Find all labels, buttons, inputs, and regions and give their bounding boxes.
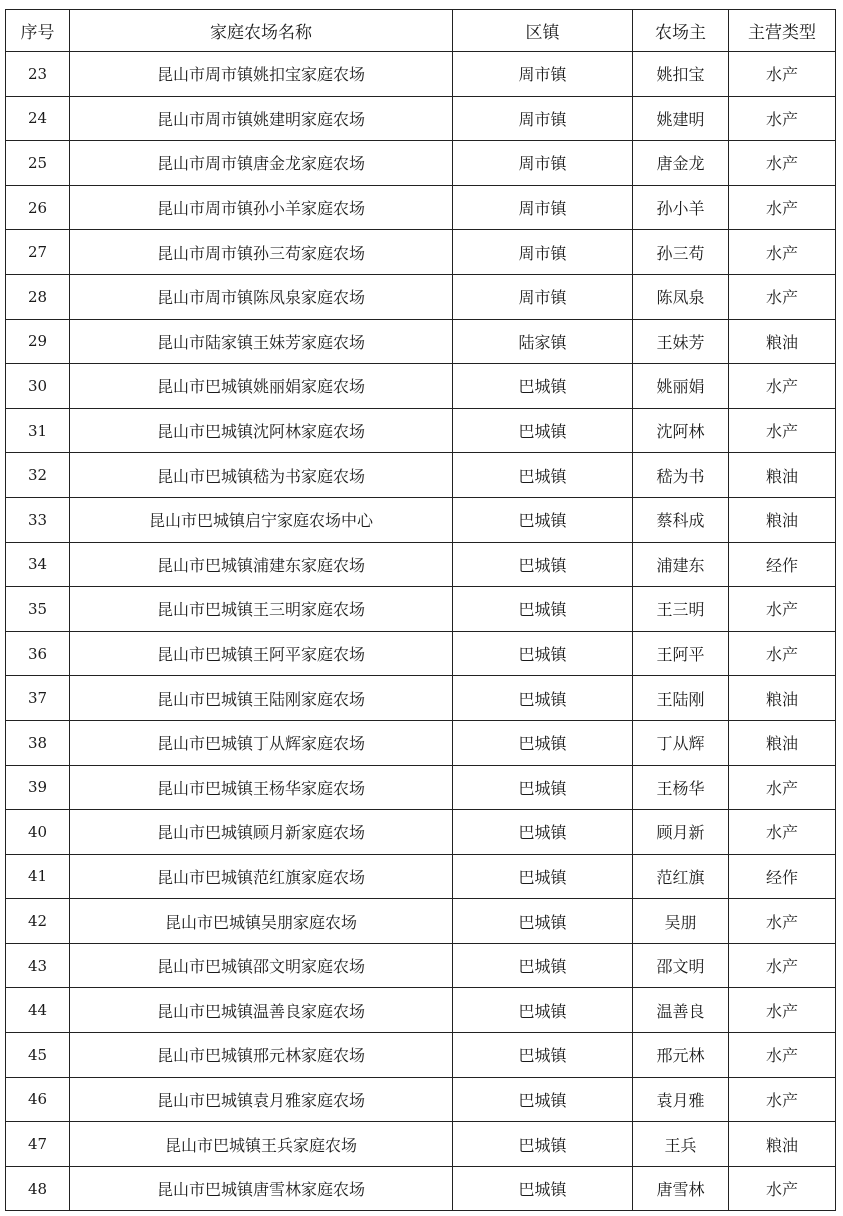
cell-farm-name: 昆山市巴城镇王三明家庭农场 bbox=[70, 587, 453, 632]
table-row bbox=[6, 810, 836, 855]
table-row bbox=[6, 1166, 836, 1211]
cell-index: 36 bbox=[6, 631, 70, 676]
cell-owner: 邢元林 bbox=[633, 1033, 729, 1078]
cell-index: 30 bbox=[6, 364, 70, 409]
table-row bbox=[6, 1122, 836, 1167]
cell-index: 38 bbox=[6, 720, 70, 765]
cell-index: 26 bbox=[6, 185, 70, 230]
cell-business-type: 水产 bbox=[729, 274, 836, 319]
cell-index: 40 bbox=[6, 810, 70, 855]
cell-farm-name: 昆山市周市镇姚扣宝家庭农场 bbox=[70, 52, 453, 97]
cell-owner: 蔡科成 bbox=[633, 497, 729, 542]
cell-owner: 王兵 bbox=[633, 1122, 729, 1167]
table-row bbox=[6, 497, 836, 542]
cell-town: 巴城镇 bbox=[453, 631, 633, 676]
cell-farm-name: 昆山市巴城镇王阿平家庭农场 bbox=[70, 631, 453, 676]
table-row bbox=[6, 676, 836, 721]
cell-business-type: 水产 bbox=[729, 1166, 836, 1211]
cell-farm-name: 昆山市周市镇唐金龙家庭农场 bbox=[70, 141, 453, 186]
cell-town: 巴城镇 bbox=[453, 408, 633, 453]
cell-town: 巴城镇 bbox=[453, 765, 633, 810]
cell-owner: 浦建东 bbox=[633, 542, 729, 587]
cell-owner: 姚建明 bbox=[633, 96, 729, 141]
cell-town: 巴城镇 bbox=[453, 988, 633, 1033]
cell-town: 巴城镇 bbox=[453, 810, 633, 855]
cell-farm-name: 昆山市周市镇陈凤泉家庭农场 bbox=[70, 274, 453, 319]
cell-business-type: 水产 bbox=[729, 1033, 836, 1078]
cell-business-type: 粮油 bbox=[729, 453, 836, 498]
cell-business-type: 水产 bbox=[729, 943, 836, 988]
cell-index: 34 bbox=[6, 542, 70, 587]
cell-town: 巴城镇 bbox=[453, 676, 633, 721]
cell-farm-name: 昆山市巴城镇浦建东家庭农场 bbox=[70, 542, 453, 587]
cell-town: 巴城镇 bbox=[453, 542, 633, 587]
cell-business-type: 粮油 bbox=[729, 676, 836, 721]
cell-index: 27 bbox=[6, 230, 70, 275]
cell-farm-name: 昆山市周市镇姚建明家庭农场 bbox=[70, 96, 453, 141]
cell-owner: 沈阿林 bbox=[633, 408, 729, 453]
table-row bbox=[6, 453, 836, 498]
cell-index: 42 bbox=[6, 899, 70, 944]
cell-town: 巴城镇 bbox=[453, 854, 633, 899]
table-row bbox=[6, 587, 836, 632]
cell-town: 巴城镇 bbox=[453, 943, 633, 988]
table-row bbox=[6, 943, 836, 988]
cell-business-type: 水产 bbox=[729, 631, 836, 676]
table-row bbox=[6, 542, 836, 587]
cell-farm-name: 昆山市巴城镇范红旗家庭农场 bbox=[70, 854, 453, 899]
cell-town: 周市镇 bbox=[453, 274, 633, 319]
cell-business-type: 水产 bbox=[729, 408, 836, 453]
cell-index: 48 bbox=[6, 1166, 70, 1211]
family-farm-table bbox=[5, 9, 836, 1211]
header-farm-name: 家庭农场名称 bbox=[70, 10, 453, 52]
cell-owner: 姚扣宝 bbox=[633, 52, 729, 97]
cell-owner: 王陆刚 bbox=[633, 676, 729, 721]
cell-owner: 唐金龙 bbox=[633, 141, 729, 186]
table-row bbox=[6, 631, 836, 676]
cell-business-type: 水产 bbox=[729, 96, 836, 141]
cell-farm-name: 昆山市周市镇孙三苟家庭农场 bbox=[70, 230, 453, 275]
cell-business-type: 水产 bbox=[729, 765, 836, 810]
table-row bbox=[6, 141, 836, 186]
cell-index: 44 bbox=[6, 988, 70, 1033]
cell-town: 巴城镇 bbox=[453, 720, 633, 765]
cell-farm-name: 昆山市巴城镇王陆刚家庭农场 bbox=[70, 676, 453, 721]
cell-business-type: 水产 bbox=[729, 52, 836, 97]
cell-business-type: 粮油 bbox=[729, 1122, 836, 1167]
cell-index: 41 bbox=[6, 854, 70, 899]
cell-farm-name: 昆山市巴城镇顾月新家庭农场 bbox=[70, 810, 453, 855]
table-row bbox=[6, 720, 836, 765]
cell-owner: 范红旗 bbox=[633, 854, 729, 899]
cell-farm-name: 昆山市巴城镇邵文明家庭农场 bbox=[70, 943, 453, 988]
header-business-type: 主营类型 bbox=[729, 10, 836, 52]
cell-business-type: 水产 bbox=[729, 810, 836, 855]
header-row bbox=[6, 10, 836, 52]
cell-owner: 顾月新 bbox=[633, 810, 729, 855]
header-town: 区镇 bbox=[453, 10, 633, 52]
cell-owner: 丁从辉 bbox=[633, 720, 729, 765]
cell-business-type: 水产 bbox=[729, 185, 836, 230]
table-row bbox=[6, 230, 836, 275]
cell-farm-name: 昆山市巴城镇吴朋家庭农场 bbox=[70, 899, 453, 944]
cell-town: 巴城镇 bbox=[453, 1077, 633, 1122]
cell-business-type: 粮油 bbox=[729, 319, 836, 364]
table-row bbox=[6, 364, 836, 409]
cell-owner: 唐雪林 bbox=[633, 1166, 729, 1211]
cell-business-type: 经作 bbox=[729, 542, 836, 587]
table-row bbox=[6, 52, 836, 97]
cell-index: 33 bbox=[6, 497, 70, 542]
cell-business-type: 水产 bbox=[729, 230, 836, 275]
cell-owner: 王三明 bbox=[633, 587, 729, 632]
table-row bbox=[6, 1033, 836, 1078]
cell-index: 35 bbox=[6, 587, 70, 632]
table-row bbox=[6, 185, 836, 230]
table-row bbox=[6, 899, 836, 944]
table-body bbox=[6, 52, 836, 1211]
cell-farm-name: 昆山市巴城镇嵇为书家庭农场 bbox=[70, 453, 453, 498]
table-row bbox=[6, 1077, 836, 1122]
cell-town: 周市镇 bbox=[453, 185, 633, 230]
table-row bbox=[6, 854, 836, 899]
cell-farm-name: 昆山市周市镇孙小羊家庭农场 bbox=[70, 185, 453, 230]
cell-business-type: 粮油 bbox=[729, 720, 836, 765]
cell-town: 巴城镇 bbox=[453, 364, 633, 409]
cell-town: 巴城镇 bbox=[453, 587, 633, 632]
cell-index: 31 bbox=[6, 408, 70, 453]
cell-town: 巴城镇 bbox=[453, 1166, 633, 1211]
cell-business-type: 水产 bbox=[729, 364, 836, 409]
cell-owner: 袁月雅 bbox=[633, 1077, 729, 1122]
cell-farm-name: 昆山市陆家镇王妹芳家庭农场 bbox=[70, 319, 453, 364]
cell-owner: 姚丽娟 bbox=[633, 364, 729, 409]
cell-farm-name: 昆山市巴城镇邢元林家庭农场 bbox=[70, 1033, 453, 1078]
cell-farm-name: 昆山市巴城镇启宁家庭农场中心 bbox=[70, 497, 453, 542]
cell-index: 24 bbox=[6, 96, 70, 141]
table-row bbox=[6, 988, 836, 1033]
table-row bbox=[6, 319, 836, 364]
cell-index: 28 bbox=[6, 274, 70, 319]
cell-owner: 嵇为书 bbox=[633, 453, 729, 498]
cell-index: 23 bbox=[6, 52, 70, 97]
cell-index: 37 bbox=[6, 676, 70, 721]
cell-index: 46 bbox=[6, 1077, 70, 1122]
header-index: 序号 bbox=[6, 10, 70, 52]
header-owner: 农场主 bbox=[633, 10, 729, 52]
cell-owner: 孙小羊 bbox=[633, 185, 729, 230]
cell-owner: 王妹芳 bbox=[633, 319, 729, 364]
cell-farm-name: 昆山市巴城镇姚丽娟家庭农场 bbox=[70, 364, 453, 409]
cell-town: 巴城镇 bbox=[453, 899, 633, 944]
cell-owner: 邵文明 bbox=[633, 943, 729, 988]
cell-town: 周市镇 bbox=[453, 230, 633, 275]
cell-index: 29 bbox=[6, 319, 70, 364]
cell-town: 周市镇 bbox=[453, 96, 633, 141]
cell-index: 45 bbox=[6, 1033, 70, 1078]
cell-town: 陆家镇 bbox=[453, 319, 633, 364]
cell-farm-name: 昆山市巴城镇沈阿林家庭农场 bbox=[70, 408, 453, 453]
cell-town: 巴城镇 bbox=[453, 453, 633, 498]
cell-owner: 孙三苟 bbox=[633, 230, 729, 275]
cell-owner: 温善良 bbox=[633, 988, 729, 1033]
cell-business-type: 水产 bbox=[729, 1077, 836, 1122]
cell-business-type: 水产 bbox=[729, 899, 836, 944]
cell-index: 32 bbox=[6, 453, 70, 498]
cell-business-type: 粮油 bbox=[729, 497, 836, 542]
cell-business-type: 水产 bbox=[729, 988, 836, 1033]
cell-index: 47 bbox=[6, 1122, 70, 1167]
cell-owner: 吴朋 bbox=[633, 899, 729, 944]
cell-farm-name: 昆山市巴城镇丁从辉家庭农场 bbox=[70, 720, 453, 765]
table-row bbox=[6, 274, 836, 319]
cell-town: 周市镇 bbox=[453, 52, 633, 97]
cell-business-type: 水产 bbox=[729, 141, 836, 186]
cell-index: 39 bbox=[6, 765, 70, 810]
table-row bbox=[6, 765, 836, 810]
cell-business-type: 水产 bbox=[729, 587, 836, 632]
cell-farm-name: 昆山市巴城镇王兵家庭农场 bbox=[70, 1122, 453, 1167]
cell-town: 巴城镇 bbox=[453, 1033, 633, 1078]
cell-index: 43 bbox=[6, 943, 70, 988]
cell-farm-name: 昆山市巴城镇唐雪林家庭农场 bbox=[70, 1166, 453, 1211]
cell-business-type: 经作 bbox=[729, 854, 836, 899]
cell-town: 周市镇 bbox=[453, 141, 633, 186]
cell-index: 25 bbox=[6, 141, 70, 186]
table-row bbox=[6, 408, 836, 453]
table-header bbox=[6, 10, 836, 52]
cell-farm-name: 昆山市巴城镇袁月雅家庭农场 bbox=[70, 1077, 453, 1122]
cell-owner: 陈凤泉 bbox=[633, 274, 729, 319]
cell-farm-name: 昆山市巴城镇温善良家庭农场 bbox=[70, 988, 453, 1033]
cell-owner: 王阿平 bbox=[633, 631, 729, 676]
cell-owner: 王杨华 bbox=[633, 765, 729, 810]
cell-farm-name: 昆山市巴城镇王杨华家庭农场 bbox=[70, 765, 453, 810]
cell-town: 巴城镇 bbox=[453, 497, 633, 542]
table-row bbox=[6, 96, 836, 141]
cell-town: 巴城镇 bbox=[453, 1122, 633, 1167]
